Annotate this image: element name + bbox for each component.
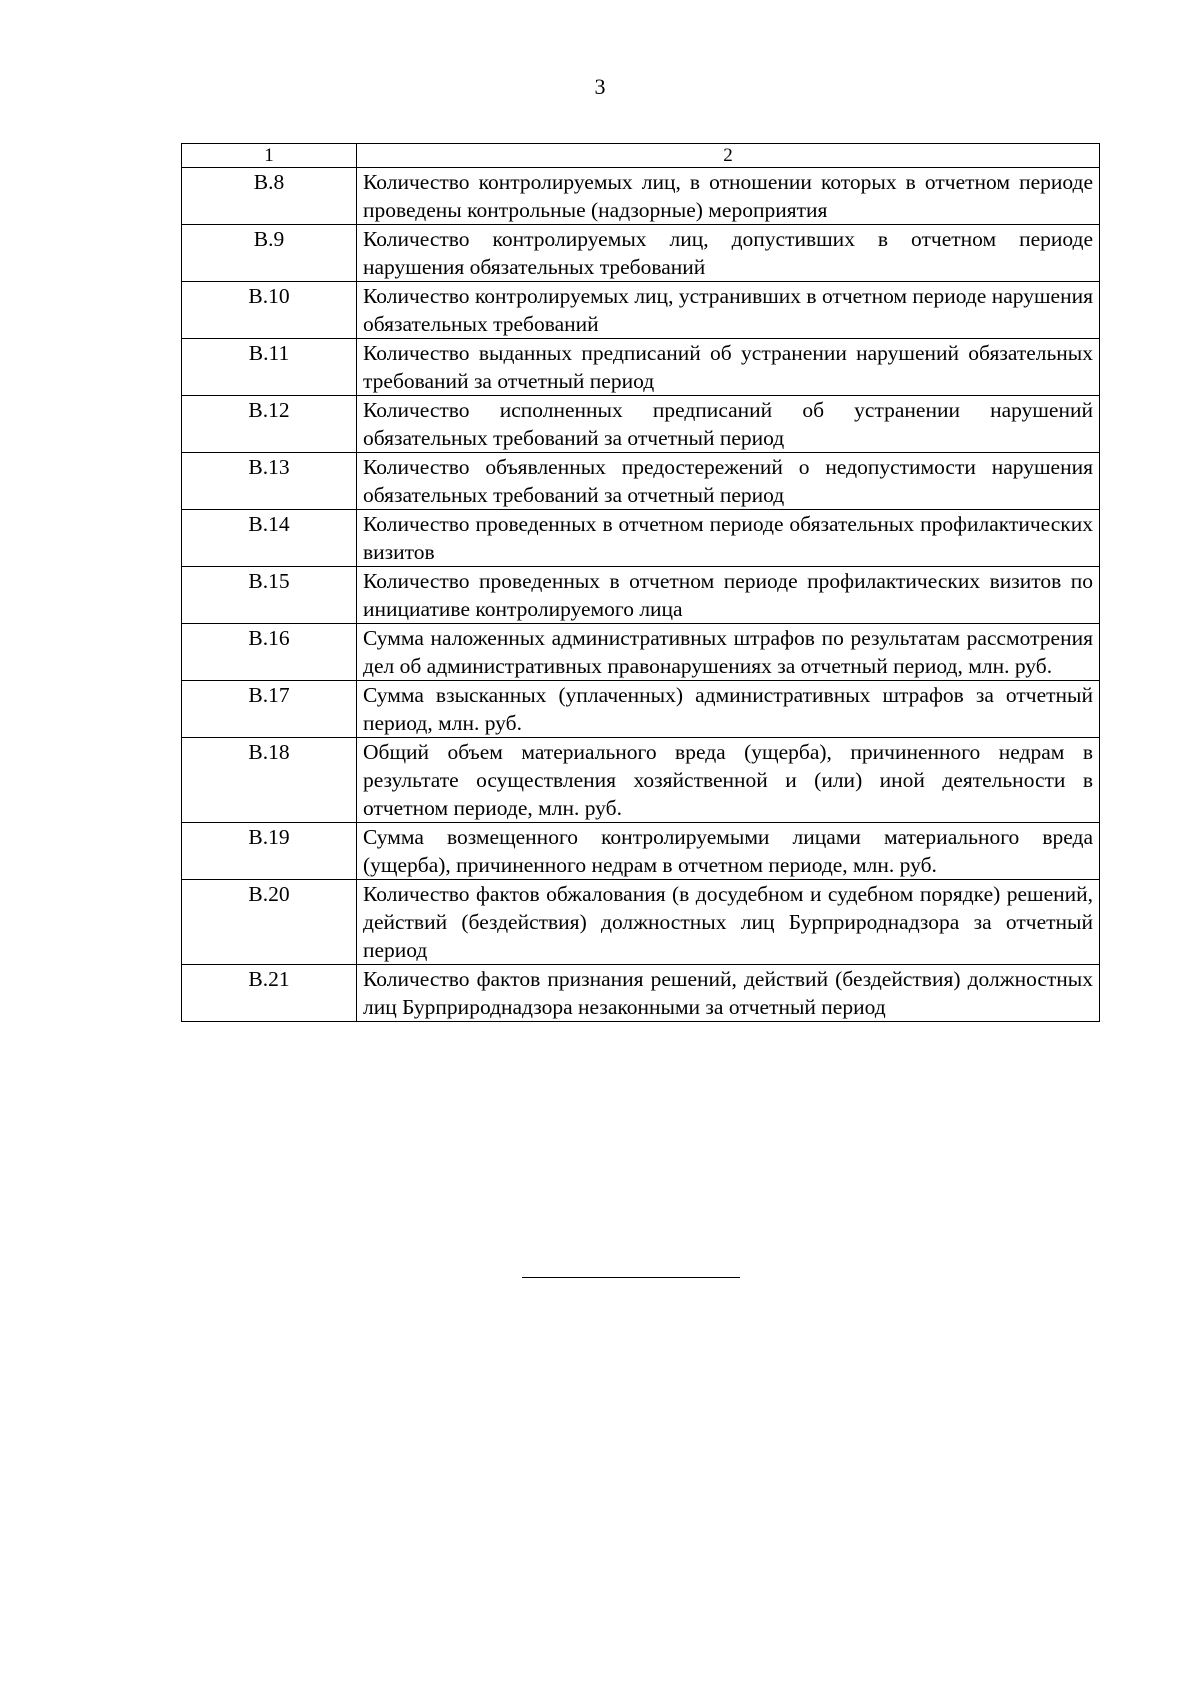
- table-row: [182, 681, 1100, 738]
- indicator-description: Сумма возмещенного контролируемыми лицами материального вреда (ущерба), причиненного недрам в отчетном периоде, млн. руб.: [357, 823, 1100, 880]
- indicator-code: В.9: [182, 225, 357, 282]
- indicator-description: Общий объем материального вреда (ущерба), причиненного недрам в результате осуществления хозяйственной и (или) иной деятельности в отчетном периоде, млн. руб.: [357, 738, 1100, 823]
- table-row: [182, 396, 1100, 453]
- table-row: [182, 823, 1100, 880]
- table-row: [182, 225, 1100, 282]
- indicator-description: Количество выданных предписаний об устранении нарушений обязательных требований за отчетный период: [357, 339, 1100, 396]
- column-header-number: 1: [182, 144, 357, 168]
- indicators-table-body: [182, 144, 1100, 1022]
- indicator-description: Количество проведенных в отчетном периоде обязательных профилактических визитов: [357, 510, 1100, 567]
- indicator-code: В.17: [182, 681, 357, 738]
- indicator-code: В.8: [182, 168, 357, 225]
- table-row: [182, 453, 1100, 510]
- indicator-description: Сумма наложенных административных штрафов по результатам рассмотрения дел об административных правонарушениях за отчетный период, млн. руб.: [357, 624, 1100, 681]
- indicator-description: Количество фактов признания решений, действий (бездействия) должностных лиц Бурприроднадзора незаконными за отчетный период: [357, 965, 1100, 1022]
- indicator-description: Количество исполненных предписаний об устранении нарушений обязательных требований за отчетный период: [357, 396, 1100, 453]
- indicator-description: Количество контролируемых лиц, допустивших в отчетном периоде нарушения обязательных требований: [357, 225, 1100, 282]
- indicator-description: Количество объявленных предостережений о недопустимости нарушения обязательных требований за отчетный период: [357, 453, 1100, 510]
- table-row: [182, 880, 1100, 965]
- table-header-row: [182, 144, 1100, 168]
- table-row: [182, 282, 1100, 339]
- table-row: [182, 510, 1100, 567]
- table-row: [182, 738, 1100, 823]
- indicator-code: В.19: [182, 823, 357, 880]
- indicator-description: Количество фактов обжалования (в досудебном и судебном порядке) решений, действий (бездействия) должностных лиц Бурприроднадзора за отчетный период: [357, 880, 1100, 965]
- table-row: [182, 965, 1100, 1022]
- indicator-description: Количество контролируемых лиц, устранивших в отчетном периоде нарушения обязательных требований: [357, 282, 1100, 339]
- indicator-description: Количество контролируемых лиц, в отношении которых в отчетном периоде проведены контрольные (надзорные) мероприятия: [357, 168, 1100, 225]
- indicator-code: В.15: [182, 567, 357, 624]
- indicator-code: В.20: [182, 880, 357, 965]
- indicator-code: В.16: [182, 624, 357, 681]
- indicators-table: [181, 143, 1100, 1022]
- indicator-code: В.11: [182, 339, 357, 396]
- indicator-code: В.12: [182, 396, 357, 453]
- table-row: [182, 567, 1100, 624]
- indicator-description: Количество проведенных в отчетном периоде профилактических визитов по инициативе контролируемого лица: [357, 567, 1100, 624]
- table-row: [182, 624, 1100, 681]
- table-row: [182, 339, 1100, 396]
- indicator-description: Сумма взысканных (уплаченных) административных штрафов за отчетный период, млн. руб.: [357, 681, 1100, 738]
- indicator-code: В.14: [182, 510, 357, 567]
- column-header-description: 2: [357, 144, 1100, 168]
- indicator-code: В.21: [182, 965, 357, 1022]
- closing-divider-line: [522, 1277, 740, 1278]
- indicator-code: В.10: [182, 282, 357, 339]
- page-number: 3: [594, 74, 606, 99]
- table-row: [182, 168, 1100, 225]
- indicator-code: В.18: [182, 738, 357, 823]
- indicator-code: В.13: [182, 453, 357, 510]
